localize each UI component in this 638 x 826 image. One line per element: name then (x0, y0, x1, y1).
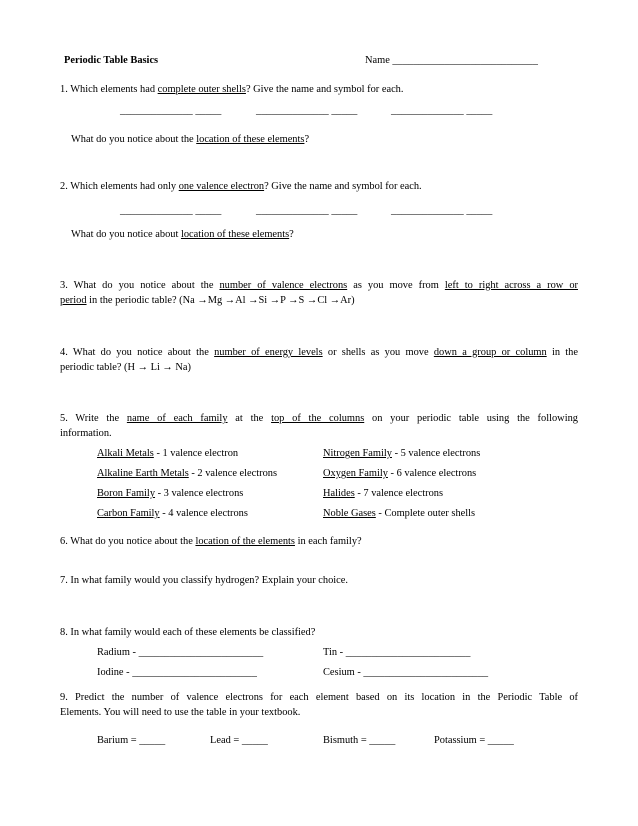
q1-answer-blank-2[interactable]: ______________ _____ (256, 105, 358, 116)
question-2: 2. Which elements had only one valence electron? Give the name and symbol for each. (60, 181, 422, 192)
name-blank[interactable]: ____________________________ (392, 55, 538, 66)
q1-underlined: complete outer shells (157, 84, 246, 95)
family-item-alkali-metals: Alkali Metals - 1 valence electron (97, 448, 239, 459)
q1-answer-blank-1[interactable]: ______________ _____ (120, 105, 222, 116)
q8-cesium-field[interactable]: Cesium - ________________________ (323, 667, 489, 678)
page-title: Periodic Table Basics (64, 55, 159, 66)
family-item-oxygen: Oxygen Family - 6 valence electrons (323, 468, 477, 479)
question-5-line-2: information. (60, 428, 112, 439)
q9-lead-field[interactable]: Lead = _____ (210, 735, 268, 746)
name-field[interactable] (365, 53, 538, 68)
question-3-line-2: period in the periodic table? (Na →Mg →Al →Si →P →S →Cl →Ar) (60, 295, 355, 306)
question-4: 4. What do you notice about the number of energy levels or shells as you move down a group or column in the (60, 347, 578, 358)
family-item-halides: Halides - 7 valence electrons (323, 488, 444, 499)
family-item-boron: Boron Family - 3 valence electrons (97, 488, 244, 499)
question-3: 3. What do you notice about the number of valence electrons as you move from left to right across a row or (60, 280, 579, 291)
name-label: Name (365, 55, 393, 66)
question-4-line-2: periodic table? (H → Li → Na) (60, 362, 191, 373)
q1-text-end: ? Give the name and symbol for each. (245, 84, 404, 95)
family-item-nitrogen: Nitrogen Family - 5 valence electrons (323, 448, 481, 459)
question-5: 5. Write the name of each family at the top of the columns on your periodic table using the following (60, 413, 578, 424)
q9-bismuth-field[interactable]: Bismuth = _____ (323, 735, 396, 746)
question-7: 7. In what family would you classify hydrogen? Explain your choice. (60, 575, 348, 586)
q2-followup: What do you notice about location of these elements? (71, 229, 294, 240)
q9-barium-field[interactable]: Barium = _____ (97, 735, 166, 746)
q1-followup: What do you notice about the location of these elements? (71, 134, 310, 145)
question-8: 8. In what family would each of these elements be classified? (60, 627, 316, 638)
q1-answer-blank-3[interactable]: ______________ _____ (391, 105, 493, 116)
question-6: 6. What do you notice about the location of the elements in each family? (60, 536, 362, 547)
q9-potassium-field[interactable]: Potassium = _____ (434, 735, 514, 746)
q8-tin-field[interactable]: Tin - ________________________ (323, 647, 471, 658)
family-item-alkaline-earth: Alkaline Earth Metals - 2 valence electrons (97, 468, 278, 479)
q2-answer-blank-3[interactable]: ______________ _____ (391, 205, 493, 216)
q1-text: 1. Which elements had (60, 84, 158, 95)
question-1 (60, 82, 403, 97)
question-9: 9. Predict the number of valence electrons for each element based on its location in the Periodic Table of (60, 692, 578, 703)
q8-iodine-field[interactable]: Iodine - ________________________ (97, 667, 257, 678)
family-item-noble-gases: Noble Gases - Complete outer shells (323, 508, 476, 519)
q2-answer-blank-1[interactable]: ______________ _____ (120, 205, 222, 216)
family-item-carbon: Carbon Family - 4 valence electrons (97, 508, 248, 519)
question-9-line-2: Elements. You will need to use the table in your textbook. (60, 707, 301, 718)
q2-answer-blank-2[interactable]: ______________ _____ (256, 205, 358, 216)
q8-radium-field[interactable]: Radium - ________________________ (97, 647, 264, 658)
